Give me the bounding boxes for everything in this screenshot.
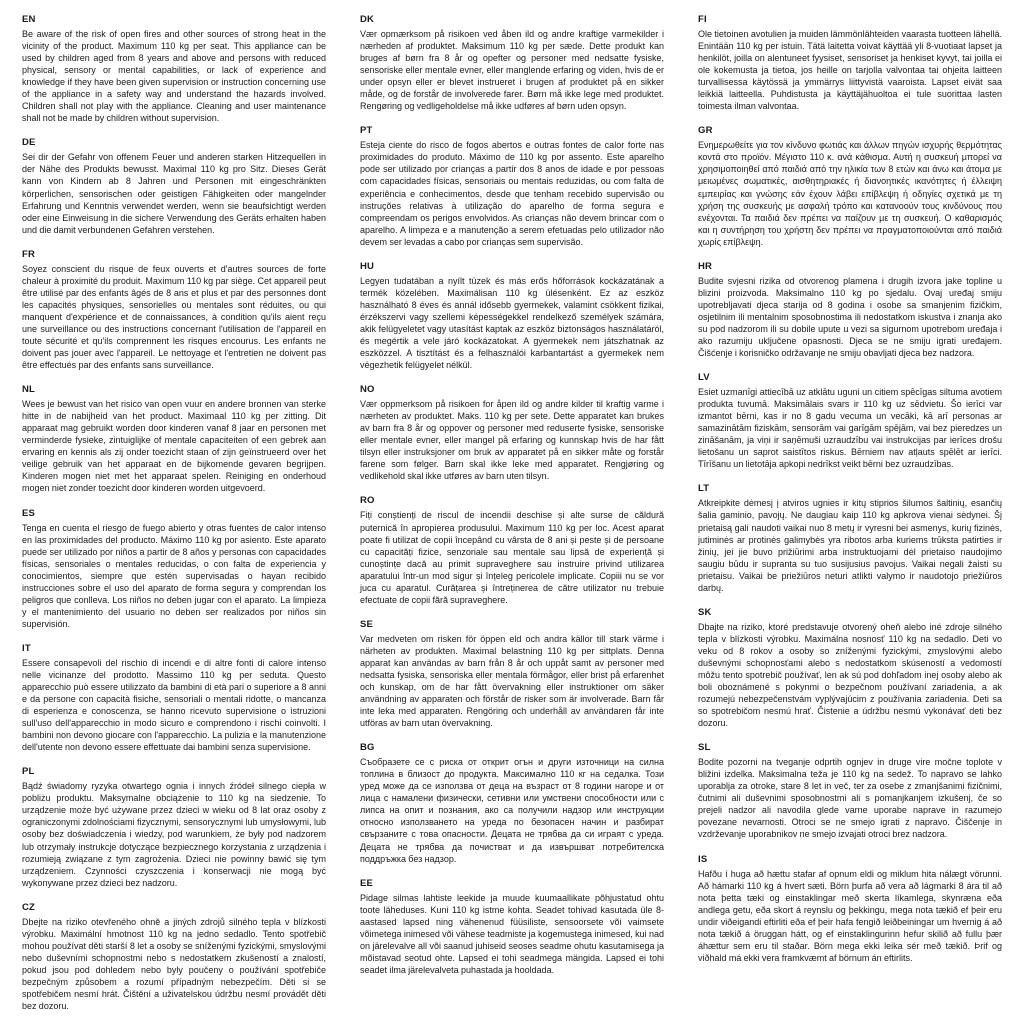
section-es <box>22 508 326 630</box>
section-fi <box>698 14 1002 112</box>
section-lv <box>698 372 1002 470</box>
column-1 <box>22 14 326 1014</box>
warning-text-ee: Pidage silmas lahtiste leekide ja muude kuumaallikate põhjustatud ohtu toote läheduses. Kuni 110 kg istme kohta. Seadet tohivad kasutada üle 8-aastased lapsed ning vähenenud füüsiliste, sensoorsete või vaimsete võimetega inimesed või vähese teadmiste ja kogemustega inimesed, kui nad on järelevalve all või saanud juhiseid seoses seadme ohutu kasutamisega ja mõistavad seotud ohte. Lapsed ei tohi seadmega mängida. Lapsed ei tohi seadet ilma järelevalveta puhastada ja hooldada. <box>360 892 664 975</box>
language-code-lv: LV <box>698 372 710 384</box>
language-code-gr: GR <box>698 125 713 137</box>
warning-text-cz: Dbejte na riziko otevřeného ohně a jiných zdrojů silného tepla v blízkosti výrobku. Maximální hmotnost 110 kg na jedno sedadlo. Tento spotřebič mohou používat děti starší 8 let a osoby se sníženými fyzickými, smyslovými nebo duševními schopnostmi nebo s nedostatkem zkušeností a znalostí, pokud jsou pod dohledem nebo byly poučeny o používání spotřebiče bezpečným způsobem a rozumí případným nebezpečím. Děti si se spotřebičem nesmí hrát. Čištění a uživatelskou údržbu nesmí provádět děti bez dozoru. <box>22 916 326 1012</box>
warning-text-fi: Ole tietoinen avotulien ja muiden lämmönlähteiden vaarasta tuotteen lähellä. Enintään 110 kg per istuin. Tätä laitetta voivat käyttää yli 8-vuotiaat lapset ja henkilöt, joilla on alentuneet fyysiset, sensoriset ja henkiset kyvyt, tai joilla ei ole kokemusta ja tietoa, jos heille on tarjolla valvontaa tai ohjeita laitteen turvallisessa käytössä ja ymmärrys liittyvistä vaaroista. Lapset eivät saa leikkiä laitteella. Puhdistusta ja käyttäjähuoltoa ei tule suorittaa lasten toimesta ilman valvontaa. <box>698 29 1002 112</box>
section-it <box>22 643 326 753</box>
section-ro <box>360 495 664 605</box>
warning-text-pl: Bądź świadomy ryzyka otwartego ognia i innych źródeł silnego ciepła w pobliżu produktu. Maksymalne obciążenie to 110 kg na siedzenie. To urządzenie może być używane przez dzieci w wieku od 8 lat oraz osoby z ograniczonymi zdolnościami fizycznymi, sensorycznymi lub umysłowymi, lub osoby bez doświadczenia i wiedzy, pod warunkiem, że były pod nadzorem lub otrzymały instrukcje dotyczące bezpiecznego korzystania z urządzenia i rozumieją związane z tym zagrożenia. Dzieci nie powinny bawić się tym urządzeniem. Czynności czyszczenia i konserwacji nie mogą być wykonywane przez dzieci bez nadzoru. <box>22 781 326 888</box>
language-code-ro: RO <box>360 495 375 507</box>
section-is <box>698 854 1002 964</box>
language-code-fi: FI <box>698 14 707 25</box>
column-3 <box>698 14 1002 1014</box>
section-sk <box>698 607 1002 729</box>
section-lt <box>698 483 1002 593</box>
columns-container <box>22 14 1002 1014</box>
language-code-sk: SK <box>698 606 712 618</box>
section-pl <box>22 766 326 888</box>
warning-text-de: Sei dir der Gefahr von offenem Feuer und anderen starken Hitzequellen in der Nähe des Produkts bewusst. Maximal 110 kg pro Sitz. Dieses Gerät kann von Kindern ab 8 Jahren und Personen mit eingeschränkten körperlichen, sensorischen oder geistigen Fähigkeiten oder mangelnder Erfahrung und Kenntnis verwendet werden, wenn sie beaufsichtigt werden oder eine Einweisung in die sichere Verwendung des Geräts erhalten haben und die damit verbundenen Gefahren verstehen. <box>22 152 326 235</box>
warning-text-sk: Dbajte na riziko, ktoré predstavuje otvorený oheň alebo iné zdroje silného tepla v blízkosti výrobku. Maximálna nosnosť 110 kg na sedadlo. Deti vo veku od 8 rokov a osoby so zníženými fyzickými, zmyslovými alebo duševnými schopnosťami alebo s nedostatkom skúseností a vedomostí môžu tento spotrebič používať, len ak sú pod dohľadom inej osoby alebo ak boli oboznámené s pokynmi o bezpečnom používaní zariadenia, a ak rozumejú nebezpečenstvám vyplývajúcim z používania zariadenia. Deti sa so spotrebičom nesmú hrať. Čistenie a údržbu nesmú vykonávať deti bez dozoru. <box>698 621 1002 729</box>
section-de <box>22 137 326 235</box>
warning-text-nl: Wees je bewust van het risico van open vuur en andere bronnen van sterke hitte in de nabijheid van het product. Maximaal 110 kg per zitting. Dit apparaat mag gebruikt worden door kinderen vanaf 8 jaar en personen met verminderde fysieke, zintuiglijke of mentale capaciteiten of een gebrek aan ervaring en kennis als zij onder toezicht staan of zijn geïnstrueerd over het veilige gebruik van het apparaat en de bijkomende gevaren begrijpen. Kinderen mogen niet met het apparaat spelen. Reiniging en onderhoud mogen niet zonder toezicht door kinderen worden uitgevoerd. <box>22 399 326 494</box>
warning-text-lv: Esiet uzmanīgi attiecībā uz atklātu uguni un citiem spēcīgas siltuma avotiem produkta tuvumā. Maksimālais svars ir 110 kg uz sēdvietu. Šo ierīci var izmantot bērni, kas ir no 8 gadu vecuma un vecāki, kā arī personas ar samazinātām fiziskām, sensorām vai garīgām spējām, vai bez pieredzes un zināšanām, ja viņi ir saņēmuši uzraudzību vai instrukcijas par ierīces drošu lietošanu un saprot saistītos riskus. Bērniem nav atļauts spēlēt ar ierīci. Tīrīšanu un lietotāja apkopi nedrīkst veikt bērni bez uzraudzības. <box>698 387 1002 470</box>
language-code-lt: LT <box>698 483 710 495</box>
section-sl <box>698 742 1002 840</box>
section-nl <box>22 384 326 494</box>
language-code-nl: NL <box>22 384 36 396</box>
language-code-es: ES <box>22 507 36 519</box>
language-code-ee: EE <box>360 877 374 889</box>
language-code-sl: SL <box>698 742 711 754</box>
language-code-en: EN <box>22 14 36 25</box>
language-code-hu: HU <box>360 260 375 272</box>
language-code-pl: PL <box>22 766 35 778</box>
section-hr <box>698 261 1002 359</box>
language-code-dk: DK <box>360 14 375 25</box>
section-cz <box>22 902 326 1012</box>
section-pt <box>360 125 664 247</box>
language-code-de: DE <box>22 137 36 149</box>
section-fr <box>22 249 326 371</box>
section-bg <box>360 742 664 864</box>
warning-text-fr: Soyez conscient du risque de feux ouverts et d'autres sources de forte chaleur à proximité du produit. Maximum 110 kg par siège. Cet appareil peut être utilisé par des enfants âgés de 8 ans et plus et par des personnes dont les capacités physiques, sensorielles ou mentales sont réduites, ou qui manquent d'expérience et de connaissances, à condition qu'ils aient reçu une surveillance ou des instructions concernant l'utilisation de l'appareil en toute sécurité et qu'ils comprennent les risques encourus. Les enfants ne doivent pas jouer avec l'appareil. Le nettoyage et l'entretien ne doivent pas être effectués par des enfants sans surveillance. <box>22 263 326 371</box>
section-en <box>22 14 326 124</box>
warning-text-dk: Vær opmærksom på risikoen ved åben ild og andre kraftige varmekilder i nærheden af produktet. Maksimum 110 kg per sæde. Dette produkt kan bruges af børn fra 8 år og opefter og personer med nedsatte fysiske, sensoriske eller mentale evner, eller manglende erfaring og viden, hvis de er under opsyn eller er blevet instrueret i brugen af produktet på en sikker måde, og de forstår de involverede farer. Børn må ikke lege med produktet. Rengøring og vedligeholdelse må ikke udføres af børn uden opsyn. <box>360 29 664 112</box>
warning-text-gr: Ενημερωθείτε για τον κίνδυνο φωτιάς και άλλων πηγών ισχυρής θερμότητας κοντά στο προϊόν. Μέγιστο 110 κ. ανά κάθισμα. Αυτή η συσκευή μπορεί να χρησιμοποιηθεί από παιδιά από την ηλικία των 8 ετών και άνω και άτομα με μειωμένες σωματικές, αισθητηριακές ή διανοητικές ικανότητες ή έλλειψη εμπειρίας και γνώσης εάν έχουν λάβει επίβλεψη ή οδηγίες σχετικά με τη χρήση της συσκευής με ασφαλή τρόπο και κατανοούν τους κινδύνους που ενέχονται. Τα παιδιά δεν πρέπει να παίζουν με τη συσκευή. Ο καθαρισμός και η συντήρηση του χρήστη δεν πρέπει να πραγματοποιούνται από παιδιά χωρίς επίβλεψη. <box>698 140 1002 247</box>
section-ee <box>360 878 664 976</box>
warning-text-hr: Budite svjesni rizika od otvorenog plamena i drugih izvora jake topline u blizini proizvoda. Maksimalno 110 kg po sjedalu. Ovaj uređaj smiju upotrebljavati djeca starija od 8 godina i osobe sa smanjenim fizičkim, osjetilnim ili mentalnim sposobnostima ili nedostatkom iskustva i znanja ako su pod nadzorom ili su dobile upute u vezi sa sigurnom upotrebom uređaja i ako razumiju uključene opasnosti. Djeca se ne smiju igrati uređajem. Čišćenje i korisničko održavanje ne smiju obavljati djeca bez nadzora. <box>698 275 1002 359</box>
language-code-cz: CZ <box>22 901 36 913</box>
section-hu <box>360 261 664 371</box>
warning-text-pt: Esteja ciente do risco de fogos abertos e outras fontes de calor forte nas proximidades do produto. Máximo de 110 kg por assento. Este aparelho pode ser utilizado por crianças a partir dos 8 anos de idade e por pessoas com capacidades físicas, sensoriais ou mentais reduzidas, ou com falta de experiência e conhecimentos, desde que tenham recebido supervisão ou instruções relativas à utilização do aparelho de forma segura e compreendam os perigos envolvidos. As crianças não devem brincar com o aparelho. A limpeza e a manutenção a serem efetuadas pelo utilizador não devem ser levadas a cabo por crianças sem supervisão. <box>360 140 664 247</box>
warning-text-es: Tenga en cuenta el riesgo de fuego abierto y otras fuentes de calor intenso en las proximidades del producto. Máximo 110 kg por asiento. Este aparato puede ser utilizado por niños a partir de 8 años y personas con capacidades físicas, sensoriales o mentales reducidas, o con falta de experiencia y conocimientos, siempre que estén supervisadas o hayan recibido instrucciones sobre el uso del aparato de forma segura y comprendan los peligros que conlleva. Los niños no deben jugar con el aparato. La limpieza y el mantenimiento del usuario no deben ser realizados por niños sin supervisión. <box>22 522 326 629</box>
warning-text-no: Vær oppmerksom på risikoen for åpen ild og andre kilder til kraftig varme i nærheten av produktet. Maks. 110 kg per sete. Dette apparatet kan brukes av barn fra 8 år og oppover og personer med reduserte fysiske, sensoriske eller mentale evner, eller mangel på erfaring og kunnskap hvis de har fått tilsyn eller instruksjoner om bruk av apparatet på en sikker måte og forstår farene som følger. Barn skal ikke leke med apparatet. Rengjøring og vedlikehold skal ikke utføres av barn uten tilsyn. <box>360 399 664 482</box>
warning-text-se: Var medveten om risken för öppen eld och andra källor till stark värme i närheten av produkten. Maximal belastning 110 kg per sittplats. Denna apparat kan användas av barn från 8 år och uppåt samt av personer med nedsatta fysiska, sensoriska eller mentala förmågor, eller brist på erfarenhet och kunskap, om de har fått övervakning eller instruktioner om säker användning av apparaten och förstår de risker som är involverade. Barn får inte leka med apparaten. Rengöring och underhåll av användaren får inte utföras av barn utan övervakning. <box>360 633 664 729</box>
section-no <box>360 384 664 482</box>
warning-text-is: Hafðu í huga að hættu stafar af opnum eldi og miklum hita nálægt vörunni. Að hámarki 110 kg á hvert sæti. Börn þurfa að vera að lágmarki 8 ára til að nota þetta tæki og einstaklingar með skerta líkamlega, skynræna eða andlega getu, eða skort á reynslu og þekkingu, mega nota tækið ef þeir eru undir viðeigandi eftirliti eða ef þeir hafa fengið leiðbeiningar um hvernig á að nota tækið á öruggan hátt, og ef einstaklingurinn hefur skilið að fullu þær áhættur sem eru til staðar. Börn mega ekki leika sér með tækið. Þrif og viðhald má ekki vera framkvæmt af börnum án eftirlits. <box>698 868 1002 963</box>
language-code-bg: BG <box>360 742 375 754</box>
language-code-no: NO <box>360 384 375 396</box>
language-code-hr: HR <box>698 260 713 272</box>
warning-text-lt: Atkreipkite dėmesį į atviros ugnies ir kitų stiprios šilumos šaltinių, esančių šalia gaminio, pavojų. Ne daugiau kaip 110 kg apkrova vienai sėdynei. Šį prietaisą gali naudoti vaikai nuo 8 metų ir vyresni bei asmenys, kurių fizinės, jutiminės ar protinės galimybės yra ribotos arba kuriems trūksta patirties ir žinių, jei jie buvo prižiūrimi arba instruktuojami dėl prietaiso naudojimo saugiu būdu ir supranta su tuo susijusius pavojus. Vaikai negali žaisti su prietaisu. Vaikai be priežiūros neturi atlikti valymo ir naudotojo priežiūros darbų. <box>698 498 1002 593</box>
language-code-is: IS <box>698 853 708 865</box>
warning-text-it: Essere consapevoli del rischio di incendi e di altre fonti di calore intenso nelle vicinanze del prodotto. Massimo 110 kg per seduta. Questo apparecchio può essere utilizzato da bambini di età pari o superiore a 8 anni e da persone con capacità fisiche, sensoriali o mentali ridotte, o mancanza di esperienza e conoscenza, se hanno ricevuto supervisione o istruzioni sull'uso dell'apparecchio in modo sicuro e comprendono i rischi coinvolti. I bambini non devono giocare con l'apparecchio. La pulizia e la manutenzione dell'utente non devono essere effettuate dai bambini senza supervisione. <box>22 657 326 753</box>
language-code-pt: PT <box>360 125 373 137</box>
language-code-se: SE <box>360 618 374 630</box>
column-2 <box>360 14 664 1014</box>
section-dk <box>360 14 664 112</box>
language-code-it: IT <box>22 642 31 654</box>
warning-text-en: Be aware of the risk of open fires and other sources of strong heat in the vicinity of the product. Maximum 110 kg per seat. This appliance can be used by children aged from 8 years and above and persons with reduced physical, sensory or mental capabilities, or lack of experience and knowledge if they have been given supervision or instruction concerning use of the appliance in a safety way and understand the hazards involved. Children shall not play with the appliance. Cleaning and user maintenance shall not be made by children without supervision. <box>22 29 326 124</box>
warning-text-ro: Fiți conștienți de riscul de incendii deschise și alte surse de căldură puternică în apropierea produsului. Maximum 110 kg per loc. Acest aparat poate fi utilizat de copii începând cu vârsta de 8 ani și peste și de persoane cu capacități fizice, senzoriale sau mentale sau lipsă de experiență și cunoștințe dacă au primit supraveghere sau instruire privind utilizarea aparatului într-un mod sigur și înțeleg pericolele implicate. Copiii nu se vor juca cu aparatul. Curățarea și întreținerea de către utilizator nu trebuie efectuate de copii fără supraveghere. <box>360 510 664 605</box>
language-code-fr: FR <box>22 248 36 260</box>
section-se <box>360 619 664 729</box>
section-gr <box>698 125 1002 247</box>
warning-text-sl: Bodite pozorni na tveganje odprtih ognjev in druge vire močne toplote v bližini izdelka. Maksimalna teža je 110 kg na sedež. To napravo se lahko uporablja za otroke, stare 8 let in več, ter za osebe z zmanjšanimi fizičnimi, čutnimi ali duševnimi sposobnostmi ali s pomanjkanjem izkušenj, če so prejeli nadzor ali navodila glede varne uporabe naprave in razumejo povezane nevarnosti. Otroci se ne smejo igrati z napravo. Čiščenje in vzdrževanje uporabnikov ne smejo izvajati otroci brez nadzora. <box>698 757 1002 840</box>
warning-text-hu: Legyen tudatában a nyílt tüzek és más erős hőforrások kockázatának a termék közelében. Maximálisan 110 kg ülésenként. Ez az eszköz használható 8 éves és annál idősebb gyermekek, valamint csökkent fizikai, érzékszervi vagy szellemi képességekkel rendelkező személyek számára, akik felügyeletet vagy utasítást kaptak az eszköz biztonságos használatáról, és megértik a vele járó kockázatokat. A gyermekek nem játszhatnak az eszközzel. A tisztítást és a felhasználói karbantartást a gyermekek nem végezhetik felügyelet nélkül. <box>360 275 664 371</box>
warning-text-bg: Съобразете се с риска от открит огън и други източници на силна топлина в близост до продукта. Максимално 110 кг на седалка. Този уред може да се използва от деца на възраст от 8 години нагоре и от лица с намалени физически, сетивни или умствени способности или с липса на опит и познания, ако са получили надзор или инструкции относно използването на уреда по безопасен начин и разбират свързаните с това опасности. Децата не трябва да си играят с уреда. Децата не трябва да почистват и да извършват потребителска поддръжка без надзор. <box>360 757 664 864</box>
